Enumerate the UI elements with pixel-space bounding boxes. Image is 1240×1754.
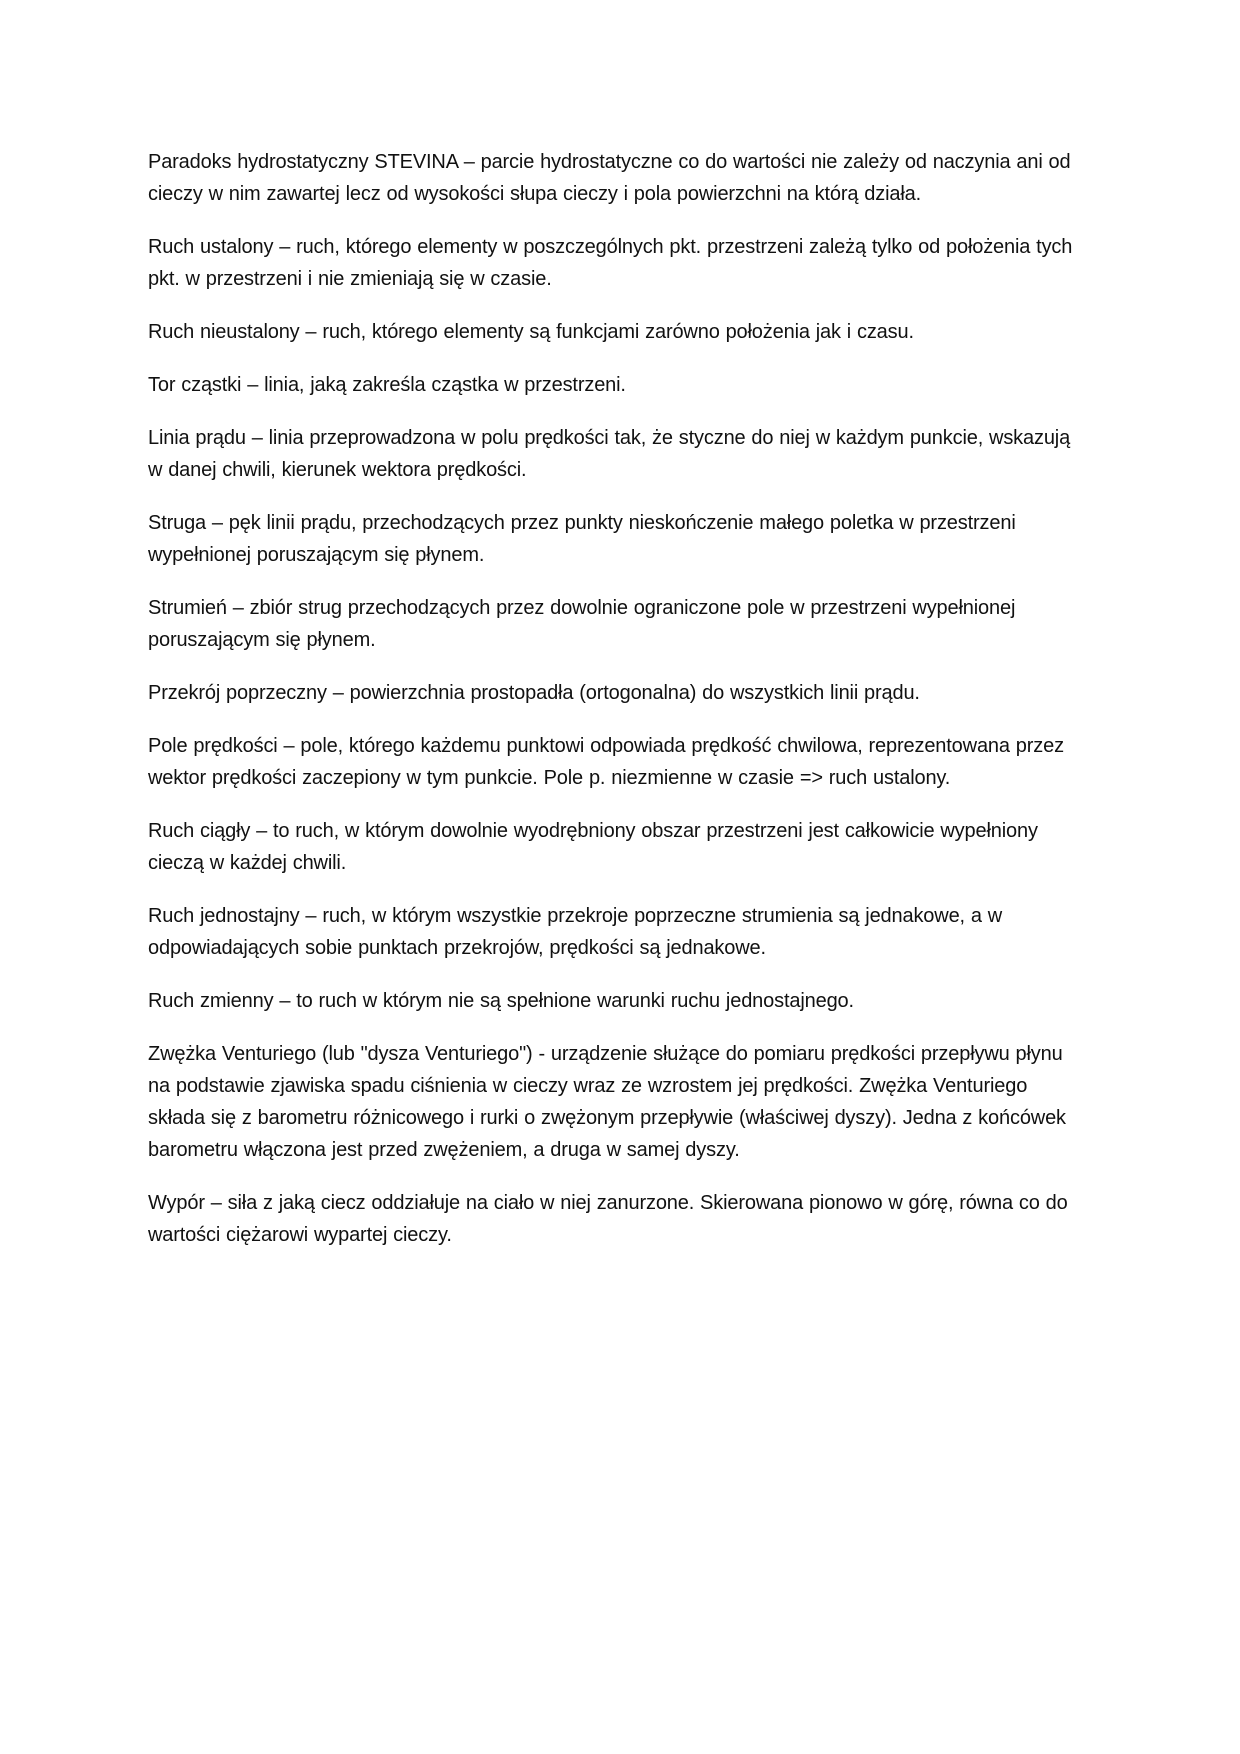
document-body	[148, 146, 1088, 1272]
paragraph-struga: Struga – pęk linii prądu, przechodzących przez punkty nieskończenie małego poletka w przestrzeni wypełnionej poruszającym się płynem.	[148, 512, 1016, 566]
paragraph-ruch-ustalony: Ruch ustalony – ruch, którego elementy w poszczególnych pkt. przestrzeni zależą tylko od położenia tych pkt. w przestrzeni i nie zmieniają się w czasie.	[148, 236, 1073, 290]
paragraph-paradoks-hydrostatyczny: Paradoks hydrostatyczny STEVINA – parcie hydrostatyczne co do wartości nie zależy od naczynia ani od cieczy w nim zawartej lecz od wysokości słupa cieczy i pola powierzchni na którą działa.	[148, 151, 1071, 205]
paragraph-linia-pradu: Linia prądu – linia przeprowadzona w polu prędkości tak, że styczne do niej w każdym punkcie, wskazują w danej chwili, kierunek wektora prędkości.	[148, 427, 1071, 481]
paragraph-zwezka-venturiego: Zwężka Venturiego (lub "dysza Venturiego") - urządzenie służące do pomiaru prędkości przepływu płynu na podstawie zjawiska spadu ciśnienia w cieczy wraz ze wzrostem jej prędkości. Zwężka Venturiego składa się z barometru różnicowego i rurki o zwężonym przepływie (właściwej dyszy). Jedna z końcówek barometru włączona jest przed zwężeniem, a druga w samej dyszy.	[148, 1043, 1066, 1161]
paragraph-ruch-zmienny: Ruch zmienny – to ruch w którym nie są spełnione warunki ruchu jednostajnego.	[148, 990, 854, 1012]
paragraph-wypor: Wypór – siła z jaką ciecz oddziałuje na ciało w niej zanurzone. Skierowana pionowo w górę, równa co do wartości ciężarowi wypartej cieczy.	[148, 1192, 1068, 1246]
paragraph-pole-predkosci: Pole prędkości – pole, którego każdemu punktowi odpowiada prędkość chwilowa, reprezentowana przez wektor prędkości zaczepiony w tym punkcie. Pole p. niezmienne w czasie => ruch ustalony.	[148, 735, 1064, 789]
paragraph-tor-czastki: Tor cząstki – linia, jaką zakreśla cząstka w przestrzeni.	[148, 374, 626, 396]
paragraph-strumien: Strumień – zbiór strug przechodzących przez dowolnie ograniczone pole w przestrzeni wypełnionej poruszającym się płynem.	[148, 597, 1016, 651]
paragraph-ruch-ciagly: Ruch ciągły – to ruch, w którym dowolnie wyodrębniony obszar przestrzeni jest całkowicie wypełniony cieczą w każdej chwili.	[148, 820, 1038, 874]
paragraph-przekroj-poprzeczny: Przekrój poprzeczny – powierzchnia prostopadła (ortogonalna) do wszystkich linii prądu.	[148, 682, 920, 704]
paragraph-ruch-jednostajny: Ruch jednostajny – ruch, w którym wszystkie przekroje poprzeczne strumienia są jednakowe, a w odpowiadających sobie punktach przekrojów, prędkości są jednakowe.	[148, 905, 1003, 959]
paragraph-ruch-nieustalony: Ruch nieustalony – ruch, którego elementy są funkcjami zarówno położenia jak i czasu.	[148, 321, 914, 343]
